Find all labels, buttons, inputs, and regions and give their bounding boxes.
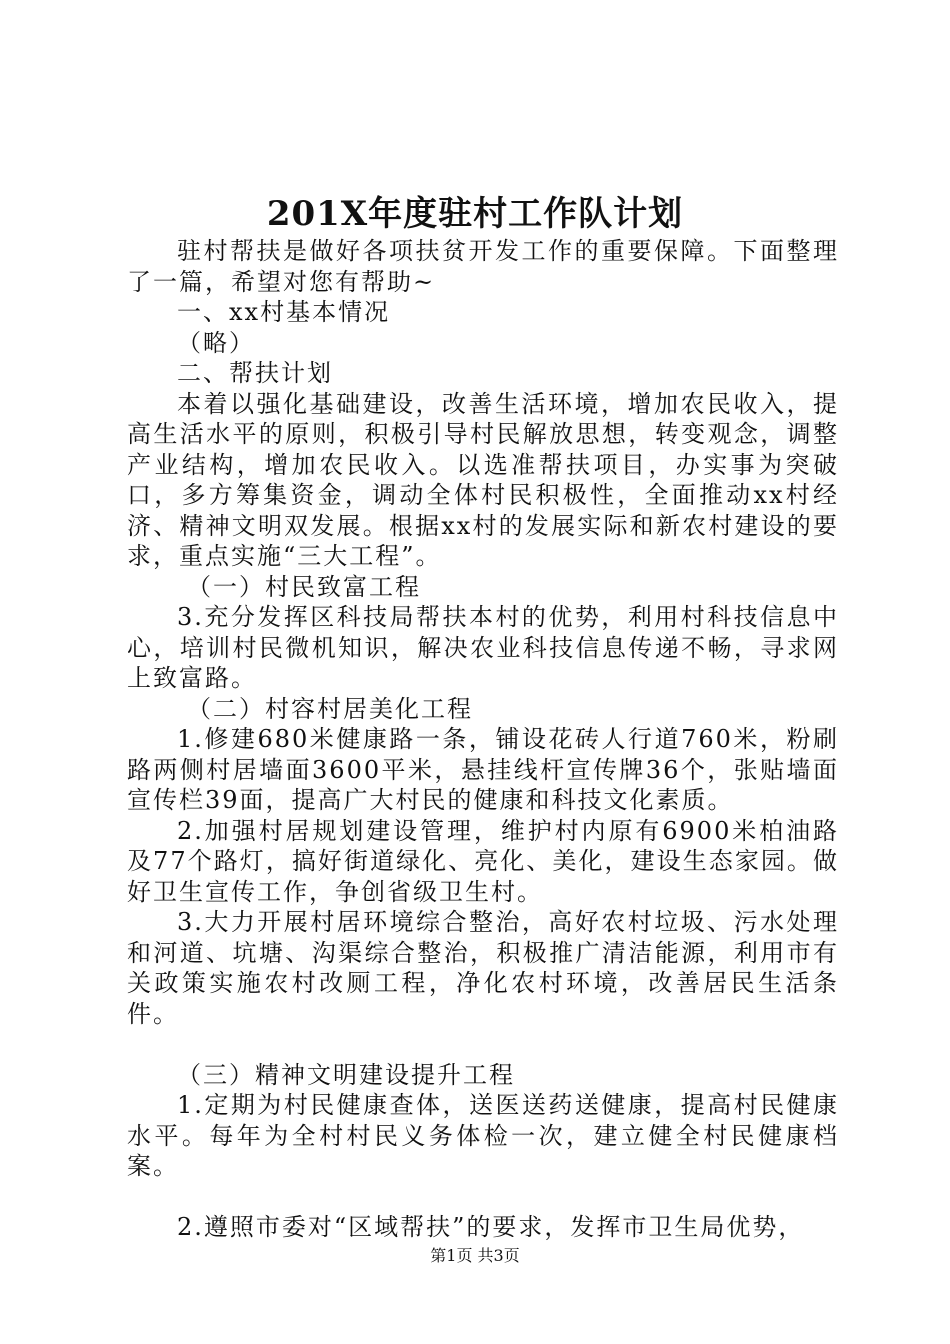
section-heading-2: 二、帮扶计划	[177, 359, 333, 387]
subsection-heading-2: （二）村容村居美化工程	[187, 694, 473, 723]
subsection-2-item-1: 1.修建680米健康路一条，铺设花砖人行道760米，粉刷路两侧村居墙面3600平米，悬挂线杆宣传牌36个，张贴墙面宣传栏39面，提高广大村民的健康和科技文化素质。	[127, 725, 839, 814]
section-heading-1: 一、xx村基本情况	[177, 298, 391, 326]
intro-paragraph: 驻村帮扶是做好各项扶贫开发工作的重要保障。下面整理了一篇，希望对您有帮助~	[127, 237, 839, 296]
section-1-content: （略）	[177, 328, 255, 357]
subsection-1-item-3: 3.充分发挥区科技局帮扶本村的优势，利用村科技信息中心，培训村民微机知识，解决农业科技信息传递不畅，寻求网上致富路。	[127, 603, 839, 692]
plan-paragraph: 本着以强化基础建设，改善生活环境，增加农民收入，提高生活水平的原则，积极引导村民解放思想，转变观念，调整产业结构，增加农民收入。以选准帮扶项目，办实事为突破口，多方筹集资金，调动全体村民积极性，全面推动xx村经济、精神文明双发展。根据xx村的发展实际和新农村建设的要求，重点实施“三大工程”。	[127, 389, 839, 570]
subsection-2-item-3: 3.大力开展村居环境综合整治，高好农村垃圾、污水处理和河道、坑塘、沟渠综合整治，积极推广清洁能源，利用市有关政策实施农村改厕工程，净化农村环境，改善居民生活条件。	[127, 908, 839, 1028]
subsection-3-item-1: 1.定期为村民健康查体，送医送药送健康，提高村民健康水平。每年为全村村民义务体检一次，建立健全村民健康档案。	[127, 1091, 839, 1180]
page-footer: 第1页 共3页	[430, 1246, 520, 1265]
document-title: 201X年度驻村工作队计划	[266, 194, 684, 234]
subsection-heading-3: （三）精神文明建设提升工程	[177, 1060, 515, 1089]
document-body	[127, 236, 839, 1243]
subsection-heading-1: （一）村民致富工程	[187, 572, 421, 601]
subsection-2-item-2: 2.加强村居规划建设管理，维护村内原有6900米柏油路及77个路灯，搞好街道绿化、亮化、美化，建设生态家园。做好卫生宣传工作，争创省级卫生村。	[127, 816, 839, 906]
subsection-3-item-2: 2.遵照市委对“区域帮扶”的要求，发挥市卫生局优势，	[177, 1213, 805, 1241]
